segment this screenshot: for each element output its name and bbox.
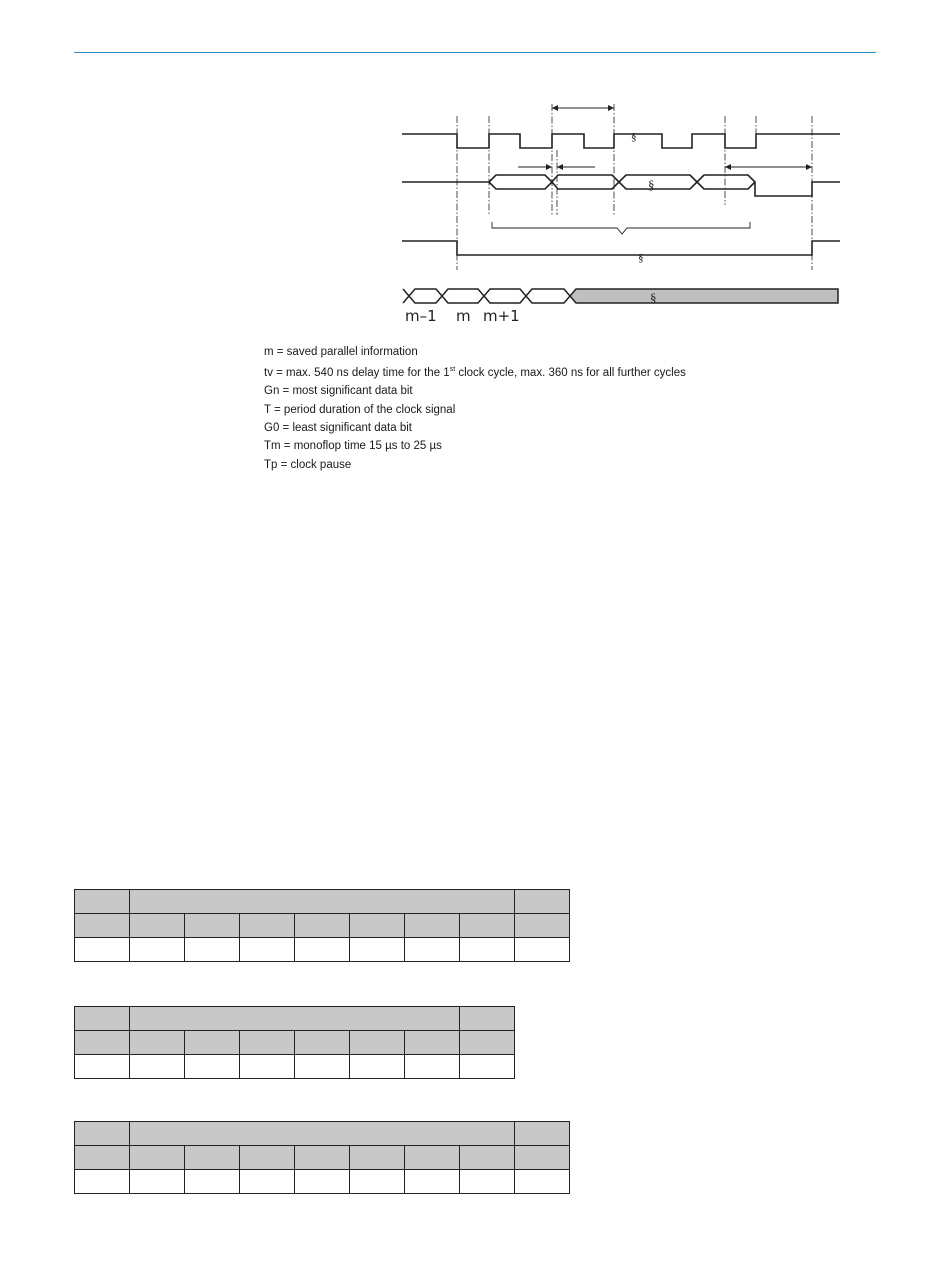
table-cell xyxy=(185,1055,240,1079)
table-cell xyxy=(295,1146,350,1170)
table-cell xyxy=(405,1146,460,1170)
table-cell xyxy=(515,890,570,914)
svg-text:§: § xyxy=(650,290,657,305)
label-m: m xyxy=(456,307,471,325)
data-bracket xyxy=(492,222,750,234)
table-cell xyxy=(350,1146,405,1170)
table-cell xyxy=(295,1031,350,1055)
table-cell xyxy=(460,914,515,938)
table-cell xyxy=(405,914,460,938)
table-cell xyxy=(185,1170,240,1194)
table-cell xyxy=(240,1170,295,1194)
table-cell xyxy=(405,938,460,962)
table-cell xyxy=(350,1055,405,1079)
table-cell xyxy=(405,1031,460,1055)
table-cell xyxy=(405,1055,460,1079)
legend-line: Tp = clock pause xyxy=(264,458,352,471)
bit-table-2 xyxy=(74,1006,515,1079)
table-cell xyxy=(185,1146,240,1170)
table-cell xyxy=(75,938,130,962)
table-cell xyxy=(75,1170,130,1194)
table-cell xyxy=(240,1055,295,1079)
legend-line: T = period duration of the clock signal xyxy=(264,403,456,416)
table-cell xyxy=(295,1055,350,1079)
legend xyxy=(264,343,686,474)
table-cell xyxy=(240,938,295,962)
table-cell xyxy=(130,1031,185,1055)
table-cell xyxy=(240,1031,295,1055)
table-cell xyxy=(350,1031,405,1055)
label-m-plus-1: m+1 xyxy=(483,307,520,325)
table-cell xyxy=(75,1055,130,1079)
legend-line: Gn = most significant data bit xyxy=(264,385,413,398)
table-cell xyxy=(130,1122,515,1146)
table-cell xyxy=(460,1031,515,1055)
table-cell xyxy=(75,890,130,914)
table-cell xyxy=(130,914,185,938)
table-cell xyxy=(130,1146,185,1170)
table-cell xyxy=(75,1122,130,1146)
svg-text:§: § xyxy=(648,177,655,192)
table-cell xyxy=(240,914,295,938)
parallel-bus xyxy=(403,289,838,305)
legend-line: tv = max. 540 ns delay time for the 1st clock cycle, max. 360 ns for all further cycles xyxy=(264,366,686,380)
bit-table-3 xyxy=(74,1121,570,1194)
table-cell xyxy=(460,938,515,962)
table-cell xyxy=(350,1170,405,1194)
table-cell xyxy=(460,1146,515,1170)
bit-table-1 xyxy=(74,889,570,962)
table-cell xyxy=(515,1170,570,1194)
table-cell xyxy=(75,1007,130,1031)
table-cell xyxy=(75,914,130,938)
table-cell xyxy=(130,1055,185,1079)
svg-text:§: § xyxy=(631,131,637,143)
table-cell xyxy=(515,1122,570,1146)
table-cell xyxy=(185,1031,240,1055)
table-cell xyxy=(185,938,240,962)
table-cell xyxy=(130,1170,185,1194)
table-cell xyxy=(295,914,350,938)
table-cell xyxy=(515,914,570,938)
svg-text:§: § xyxy=(638,252,644,264)
table-cell xyxy=(130,1007,460,1031)
parallel-labels xyxy=(405,307,520,325)
legend-line: G0 = least significant data bit xyxy=(264,422,412,435)
table-cell xyxy=(350,914,405,938)
table-cell xyxy=(130,890,515,914)
data-signal xyxy=(402,175,840,196)
table-cell xyxy=(75,1146,130,1170)
table-cell xyxy=(295,938,350,962)
monoflop-signal xyxy=(402,241,840,264)
guide-lines xyxy=(457,104,812,270)
legend-line: m = saved parallel information xyxy=(264,346,418,358)
table-cell xyxy=(460,1055,515,1079)
table-cell xyxy=(350,938,405,962)
table-cell xyxy=(75,1031,130,1055)
clock-signal xyxy=(402,131,840,148)
legend-line: Tm = monoflop time 15 µs to 25 µs xyxy=(264,440,442,453)
table-cell xyxy=(460,1170,515,1194)
table-cell xyxy=(295,1170,350,1194)
table-cell xyxy=(185,914,240,938)
table-cell xyxy=(515,938,570,962)
label-m-minus-1: m–1 xyxy=(405,307,437,325)
table-cell xyxy=(240,1146,295,1170)
table-cell xyxy=(460,1007,515,1031)
table-cell xyxy=(405,1170,460,1194)
table-cell xyxy=(130,938,185,962)
timing-diagram xyxy=(395,100,845,330)
table-cell xyxy=(515,1146,570,1170)
header-rule xyxy=(74,52,876,53)
